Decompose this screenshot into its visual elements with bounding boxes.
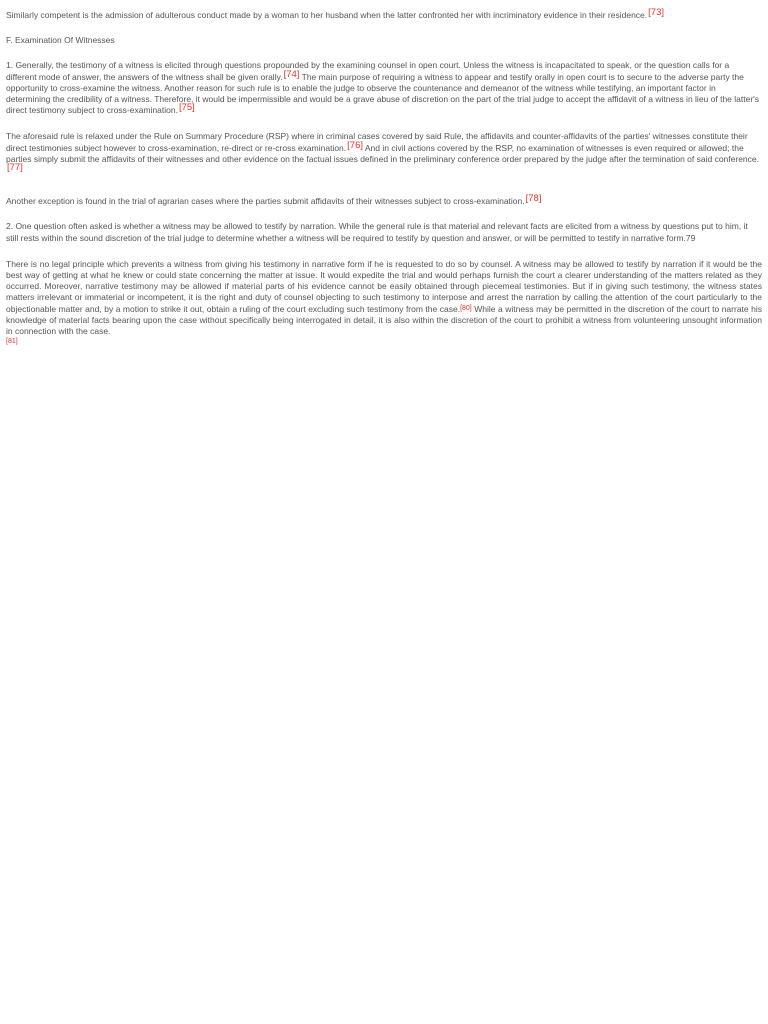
paragraph-narration-question xyxy=(6,221,762,243)
footnote-ref-75[interactable]: [75] xyxy=(178,102,195,114)
paragraph-text: 1. Generally, the testimony of a witness is elicited through questions propounded by the examining counsel in open court. Unless the witness is incapacitated to speak, or the question calls for a different mode of answer, the answers of the witness shall be given orally. xyxy=(6,60,730,82)
paragraph-text: There is no legal principle which prevents a witness from giving his testimony in narrative form if he is requested to do so by counsel. A witness may be allowed to testify by narration if it would be the best way of getting at what he knew or could state concerning the matter at issue. It would expedite the trial and would perhaps furnish the court a clearer understanding of the matters related as they occurred. Moreover, narrative testimony may be allowed if material parts of his evidence cannot be easily obtained through piecemeal testimonies. But if in giving such testimony, the witness states matters irrelevant or immaterial or incompetent, it is the right and duty of counsel objecting to such testimony to interpose and arrest the narration by calling the attention of the court particularly to the objectionable matter and, by a motion to strike it out, obtain a ruling of the court excluding such testimony from the case. xyxy=(6,258,762,314)
footnote-ref-80[interactable]: [80] xyxy=(460,304,472,312)
paragraph-agrarian-cases xyxy=(6,193,762,207)
paragraph-text: Another exception is found in the trial of agrarian cases where the parties submit affidavits of their witnesses subject to cross-examination. xyxy=(6,196,525,207)
footnote-ref-78[interactable]: [78] xyxy=(525,193,542,205)
footnote-ref-73[interactable]: [73] xyxy=(648,7,665,18)
footnote-ref-81[interactable]: [81] xyxy=(6,338,18,346)
paragraph-adulterous-conduct xyxy=(6,7,762,21)
section-heading: F. Examination Of Witnesses xyxy=(6,35,115,46)
paragraph-text: 2. One question often asked is whether a witness may be allowed to testify by narration. While the general rule is that material and relevant facts are elicited from a witness by questions put to him, it still rests within the sound discretion of the trial judge to determine whether a witness will be required to testify by question and answer, or will be permitted to testify in narrative form.79 xyxy=(6,221,748,243)
paragraph-text: While a witness may be permitted in the discretion of the court to narrate his knowledge of material facts bearing upon the case without specifically being interrogated in detail, it is also within the discretion of the court to prohibit a witness from volunteering unsought information in connection with the case. xyxy=(6,303,762,337)
paragraph-text: The main purpose of requiring a witness to appear and testify orally in open court is to secure to the adverse party the opportunity to cross-examine the witness. Another reason for such rule is to enable the judge to observe the countenance and demeanor of the witness while testifying, an important factor in determining the credibility of a witness. Therefore, it would be impermissible and would be a grave abuse of discretion on the part of the trial judge to accept the affidavit of a witness in lieu of the latter's direct testimony subject to cross-examination. xyxy=(6,71,760,116)
paragraph-oral-testimony xyxy=(6,60,762,116)
footnote-ref-74[interactable]: [74] xyxy=(283,68,300,80)
paragraph-summary-procedure xyxy=(6,131,762,176)
paragraph-narrative-form xyxy=(6,259,762,349)
paragraph-text: Similarly competent is the admission of adulterous conduct made by a woman to her husband when the latter confronted her with incriminatory evidence in their residence. xyxy=(6,10,648,20)
footnote-ref-76[interactable]: [76] xyxy=(347,139,363,151)
paragraph-text: The aforesaid rule is relaxed under the Rule on Summary Procedure (RSP) where in criminal cases covered by said Rule, the affidavits and counter-affidavits of the parties' witnesses constitute their direct testimonies subject however to cross-examination, re-direct or re-cross examination. xyxy=(6,131,748,153)
paragraph-text: And in civil actions covered by the RSP, no examination of witnesses is even required or allowed; the parties simply submit the affidavits of their witnesses and other evidence on the factual issues defined in the preliminary conference order prepared by the judge after the termination of said conference. xyxy=(6,142,759,164)
footnote-ref-77[interactable]: [77] xyxy=(7,162,23,174)
